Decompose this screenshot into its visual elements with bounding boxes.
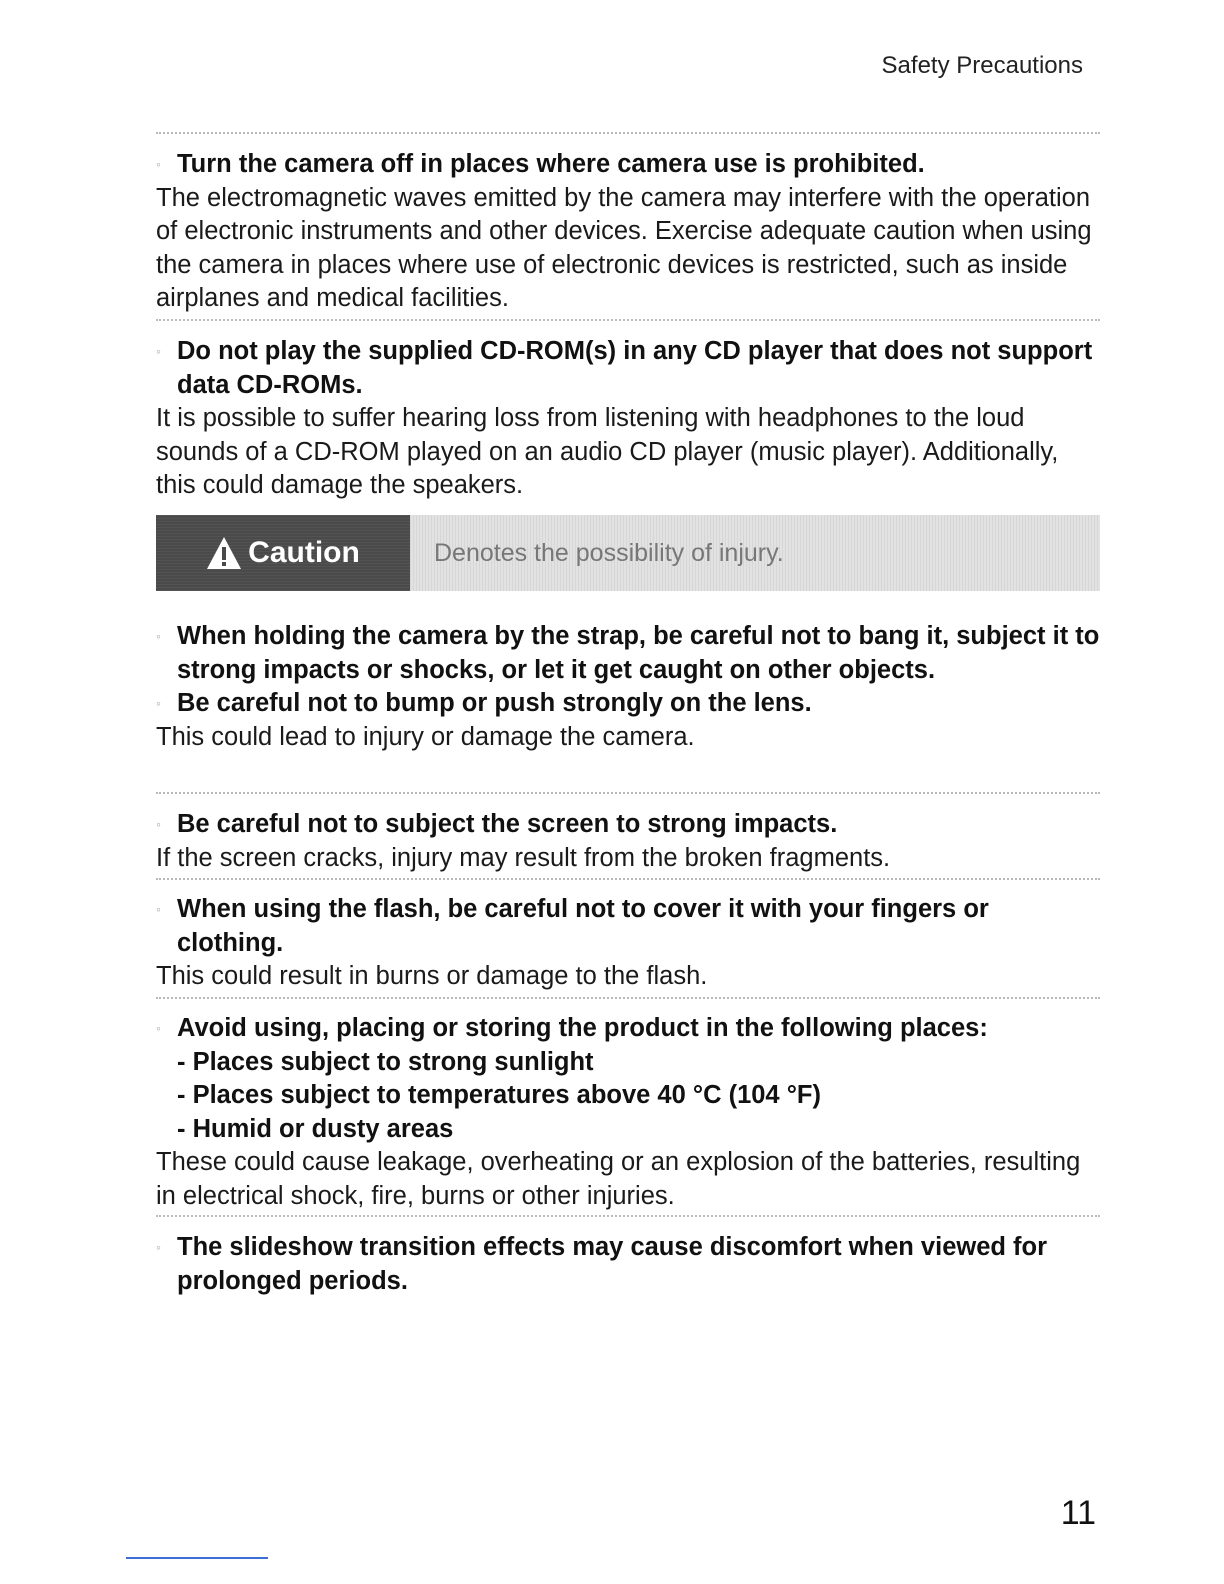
bullet-icon: ◦ [156,628,161,644]
caution-label: Caution [248,536,360,569]
heading-text: Turn the camera off in places where camera use is prohibited. [177,150,925,178]
warning-triangle-icon [206,536,242,570]
section-body: This could lead to injury or damage the camera. [156,722,695,751]
heading-text: The slideshow transition effects may cause discomfort when viewed for prolonged periods. [177,1233,1048,1295]
section-body: It is possible to suffer hearing loss from listening with headphones to the loud sounds of a CD-ROM played on an audio CD player (music player). Additionally, this could damage the speakers. [156,404,1059,499]
section-body: These could cause leakage, overheating or an explosion of the batteries, resulting in electrical shock, fire, burns or other injuries. [156,1148,1081,1210]
caution-section-strap-lens [156,620,1100,754]
section-heading [156,335,1100,402]
bullet-icon: ◦ [156,695,161,711]
heading-text: When holding the camera by the strap, be careful not to bang it, subject it to strong impacts or shocks, or let it get caught on other objects. [177,622,1100,684]
list-item: - Places subject to temperatures above 40 °C (104 °F) [177,1081,821,1109]
divider [156,878,1100,880]
section-heading [156,893,1100,960]
divider [156,1215,1100,1217]
bullet-icon: ◦ [156,816,161,832]
warning-section-cdrom [156,335,1100,503]
warning-section-camera-prohibited [156,148,1100,316]
heading-text: Do not play the supplied CD-ROM(s) in any CD player that does not support data CD-ROMs. [177,337,1093,399]
divider [156,792,1100,794]
section-heading [156,148,1100,182]
caution-banner [156,515,1100,591]
section-heading [156,808,1100,842]
divider [156,319,1100,321]
section-body: This could result in burns or damage to the flash. [156,962,708,990]
list-item: - Places subject to strong sunlight [177,1047,594,1076]
caution-section-slideshow [156,1231,1100,1298]
heading-text: Avoid using, placing or storing the product in the following places: [177,1014,988,1042]
caution-label-box [156,515,410,591]
caution-section-flash [156,893,1100,994]
section-body: The electromagnetic waves emitted by the camera may interfere with the operation of electronic instruments and other devices. Exercise adequate caution when using the camera in places where use of electronic devices is restricted, such as inside airplanes and medical facilities. [156,183,1092,312]
section-body: If the screen cracks, injury may result from the broken fragments. [156,843,891,872]
heading-text: Be careful not to subject the screen to strong impacts. [177,810,838,838]
section-heading [156,687,1100,721]
caution-description: Denotes the possibility of injury. [410,515,1100,591]
divider [156,997,1100,999]
caution-section-screen [156,808,1100,875]
section-heading [156,620,1100,687]
list-item: - Humid or dusty areas [177,1114,454,1143]
heading-text: Be careful not to bump or push strongly on the lens. [177,689,812,717]
section-heading [156,1012,1100,1046]
caution-section-storage-places [156,1012,1100,1213]
heading-text: When using the flash, be careful not to cover it with your fingers or clothing. [177,895,989,957]
bullet-icon: ◦ [156,1020,161,1036]
page-number: 11 [1060,1494,1096,1532]
bullet-icon: ◦ [156,343,161,359]
section-heading [156,1231,1100,1298]
bullet-icon: ◦ [156,901,161,917]
footer-line [126,1557,268,1559]
bullet-icon: ◦ [156,156,161,172]
divider [156,132,1100,134]
bullet-icon: ◦ [156,1239,161,1255]
running-header: Safety Precautions [881,52,1083,79]
